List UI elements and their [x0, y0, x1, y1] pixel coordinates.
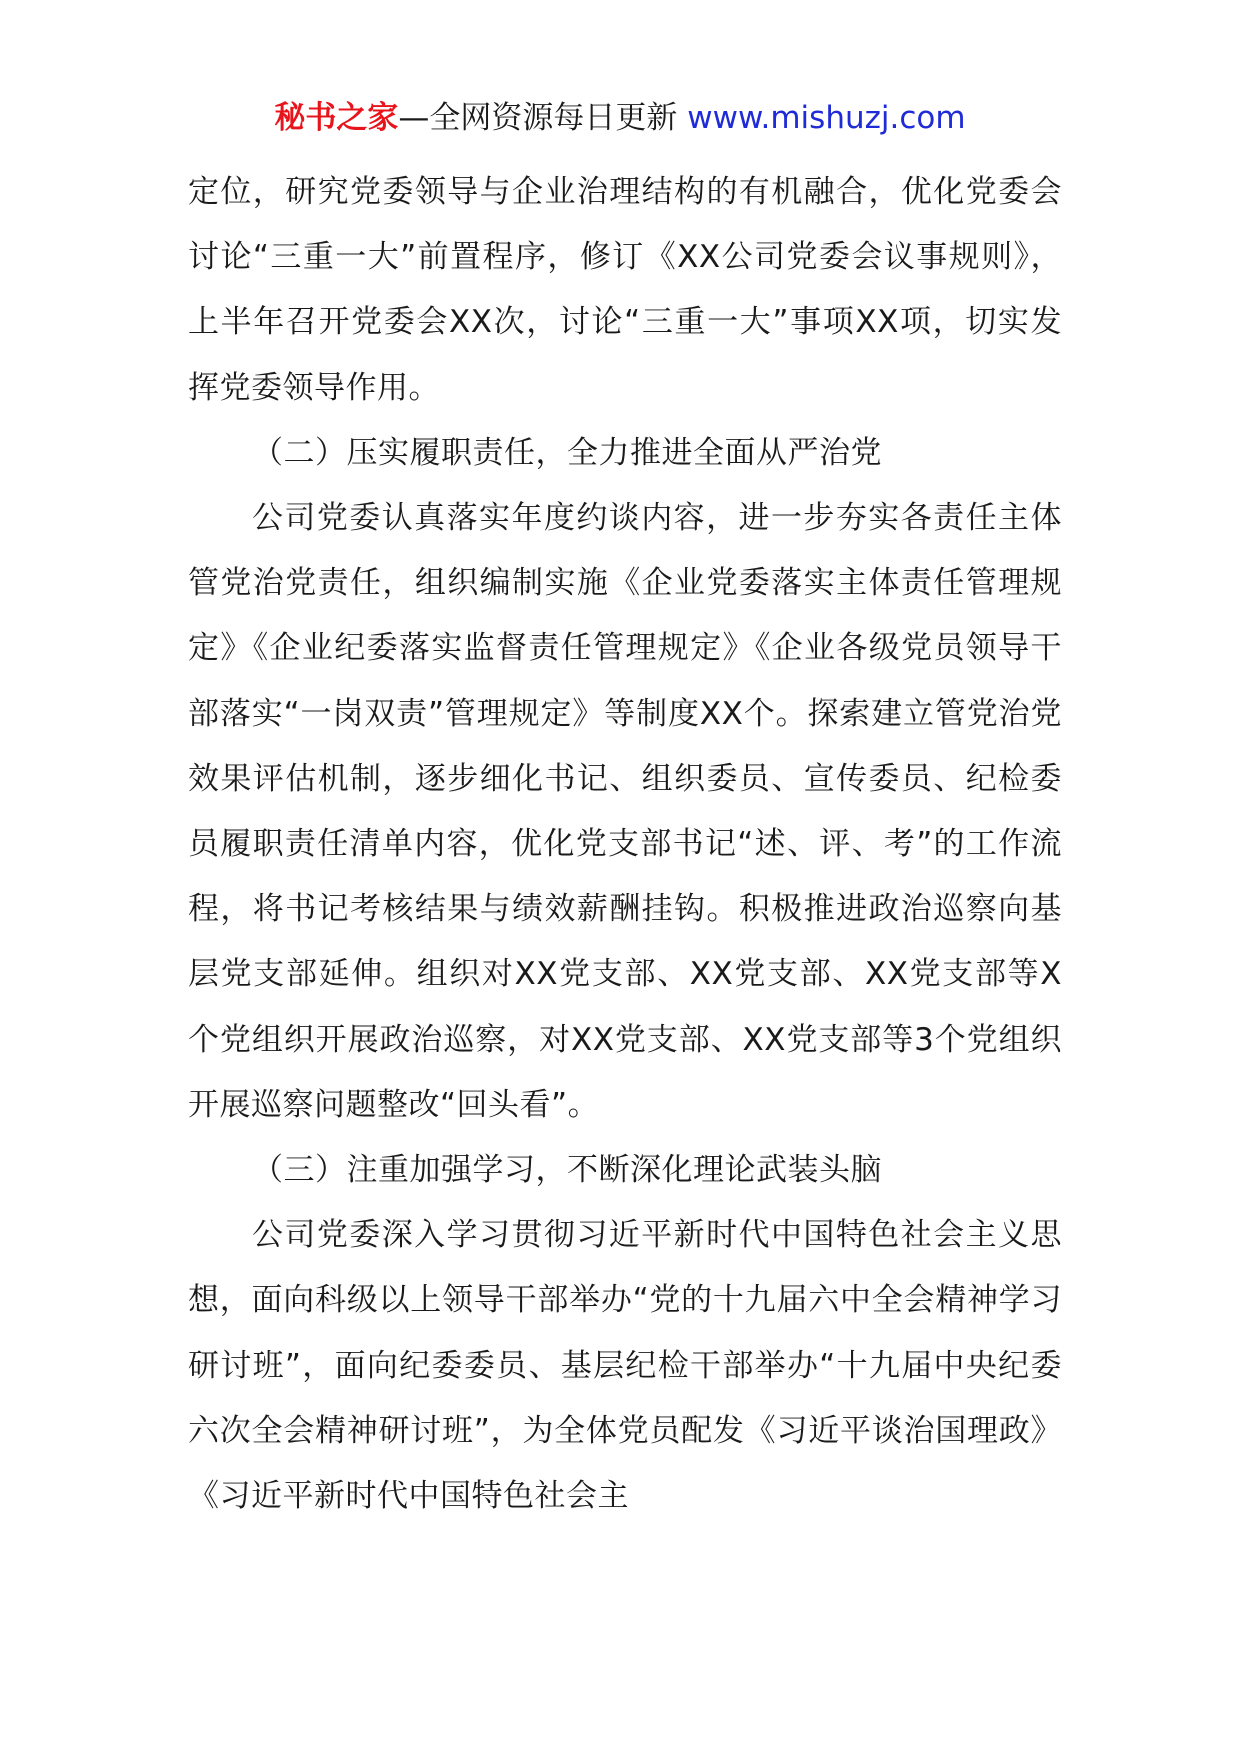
site-url[interactable]: www.mishuzj.com [687, 100, 966, 136]
paragraph-study: 公司党委深入学习贯彻习近平新时代中国特色社会主义思想，面向科级以上领导干部举办“党的十九届六中全会精神学习研讨班”，面向纪委委员、基层纪检干部举办“十九届中央纪委六次全会精神研讨班”，为全体党员配发《习近平谈治国理政》《习近平新时代中国特色社会主 [188, 1217, 1062, 1515]
paragraph-responsibility: 公司党委认真落实年度约谈内容，进一步夯实各责任主体管党治党责任，组织编制实施《企业党委落实主体责任管理规定》《企业纪委落实监督责任管理规定》《企业各级党员领导干部落实“一岗双责”管理规定》等制度XX个。探索建立管党治党效果评估机制，逐步细化书记、组织委员、宣传委员、纪检委员履职责任清单内容，优化党支部书记“述、评、考”的工作流程，将书记考核结果与绩效薪酬挂钩。积极推进政治巡察向基层党支部延伸。组织对XX党支部、XX党支部、XX党支部等X个党组织开展政治巡察，对XX党支部、XX党支部等3个党组织开展巡察问题整改“回头看”。 [188, 500, 1062, 1123]
site-brand: 秘书之家 [274, 100, 399, 136]
page-header [0, 98, 1240, 138]
paragraph-continuation: 定位，研究党委领导与企业治理结构的有机融合，优化党委会讨论“三重一大”前置程序，修订《XX公司党委会议事规则》，上半年召开党委会XX次，讨论“三重一大”事项XX项，切实发挥党委领导作用。 [188, 174, 1062, 406]
document-body [188, 160, 1062, 1529]
section-heading-3: （三）注重加强学习，不断深化理论武装头脑 [252, 1152, 882, 1189]
section-heading-2: （二）压实履职责任，全力推进全面从严治党 [252, 434, 882, 471]
site-tagline: —全网资源每日更新 [398, 100, 688, 136]
